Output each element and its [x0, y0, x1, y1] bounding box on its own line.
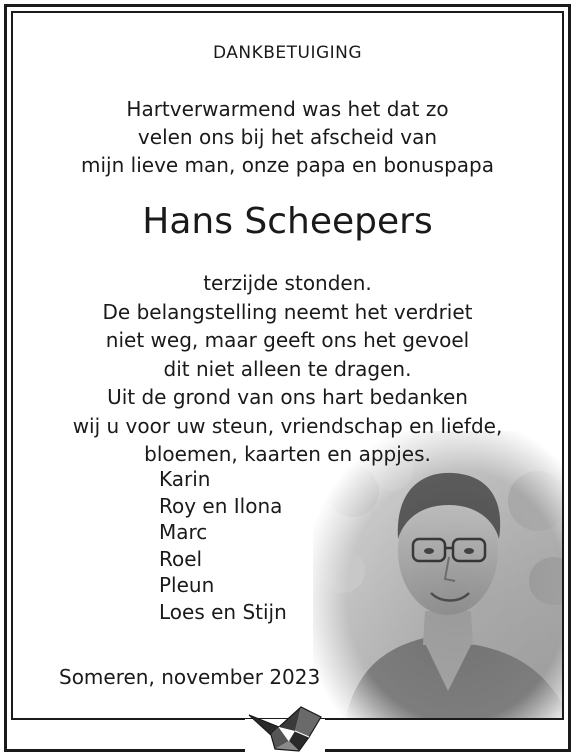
notice-panel: [11, 11, 564, 720]
body-line: wij u voor uw steun, vriendschap en liefde,: [72, 413, 503, 438]
family-names: [159, 466, 287, 625]
body-line: terzijde stonden.: [203, 271, 372, 295]
bird-logo-icon: [245, 697, 325, 753]
family-name: Loes en Stijn: [159, 599, 287, 624]
intro-line: velen ons bij het afscheid van: [137, 125, 438, 149]
intro-text: [13, 95, 562, 179]
thanks-text: [13, 269, 562, 469]
deceased-name: Hans Scheepers: [142, 201, 433, 242]
body-line: De belangstelling neemt het verdriet: [102, 299, 473, 324]
portrait-photo: [313, 431, 564, 720]
family-name: Roel: [159, 546, 203, 571]
body-line: bloemen, kaarten en appjes.: [144, 442, 431, 466]
family-name: Roy en Ilona: [159, 493, 283, 518]
place-date: Someren, november 2023: [59, 665, 321, 689]
body-line: niet weg, maar geeft ons het gevoel: [105, 328, 470, 352]
body-line: Uit de grond van ons hart bedanken: [107, 385, 468, 409]
family-name: Karin: [159, 467, 211, 491]
family-name: Marc: [159, 520, 208, 544]
intro-line: mijn lieve man, onze papa en bonuspapa: [81, 153, 494, 177]
body-line: dit niet alleen te dragen.: [163, 356, 412, 381]
family-name: Pleun: [159, 573, 215, 597]
notice-heading: DANKBETUIGING: [212, 43, 363, 63]
intro-line: Hartverwarmend was het dat zo: [126, 97, 449, 121]
